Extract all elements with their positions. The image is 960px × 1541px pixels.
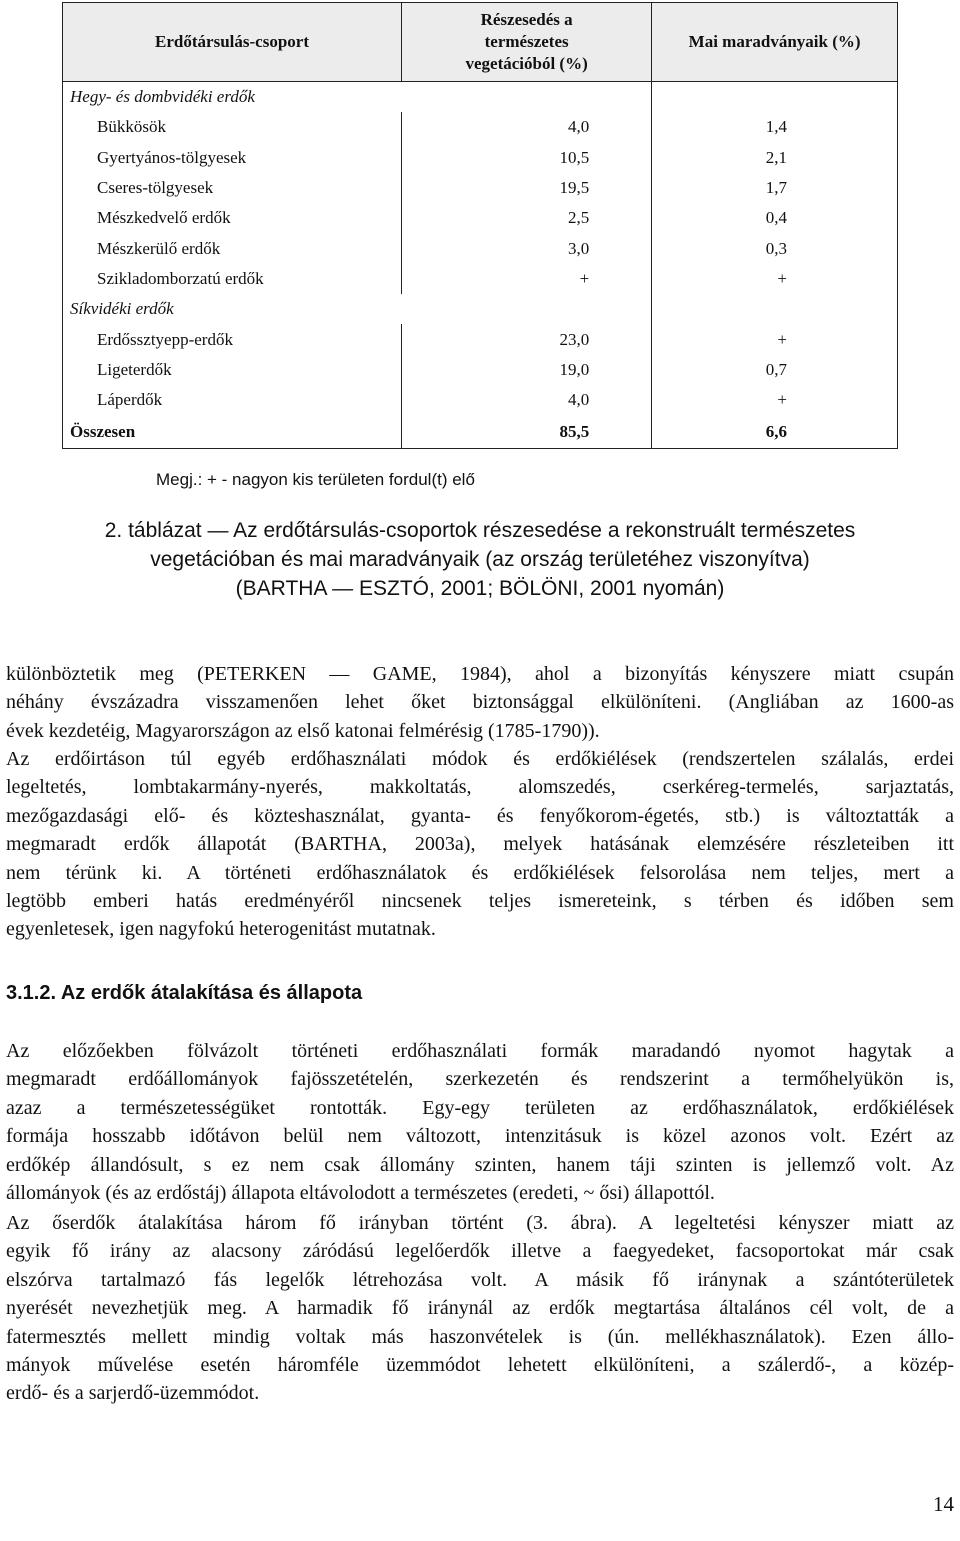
table-row [63,142,898,172]
table-row [63,173,898,203]
text-line: erdő- és a sarjerdő-üzemmódot. [6,1382,260,1405]
text-line: évek kezdetéig, Magyarországon az első katonai felmérésig (1785-1790)). [6,719,600,742]
cell-name: Láperdők [63,385,402,415]
table-row [63,234,898,264]
text-line: erdőkép állandósult, s ez nem csak állomány szinten, hanem táji szinten is jellemző volt. Az [6,1153,954,1176]
group-title: Síkvidéki erdők [63,294,652,324]
cell-share: 4,0 [402,385,652,415]
text-line: mányok művelése esetén háromféle üzemmódot lehetett elkülöníteni, a szálerdő-, a közép- [6,1354,954,1377]
text-line: Az erdőirtáson túl egyéb erdőhasználati módok és erdőkiélések (rendszertelen szálalás, erdei [6,748,954,770]
caption-line: 2. táblázat — Az erdőtársulás-csoportok részesedése a rekonstruált természetes [104,519,856,542]
text-line: formája hosszabb időtávon belül nem változott, intenzitásuk is közel azonos volt. Ezért az [6,1125,954,1148]
text-line: megmaradt erdők állapotát (BARTHA, 2003a), melyek hatásának elemzésére részleteiben itt [6,833,954,856]
text-line: legeltetés, lombtakarmány-nyerés, makkoltatás, alomszedés, cserkéreg-termelés, sarjaztatás, [6,776,954,799]
text-line: mezőgazdasági elő- és közteshasználat, gyanta- és fenyőkorom-égetés, stb.) is változtatták a [6,804,954,827]
cell-share: 2,5 [402,203,652,233]
text-line: Az előzőekben fölvázolt történeti erdőhasználati formák maradandó nyomot hagytak a [6,1040,954,1062]
table-row [63,112,898,142]
cell-remain: 0,3 [652,234,898,264]
caption-line: vegetációban és mai maradványaik (az ország területéhez viszonyítva) [150,548,810,571]
paragraph-3 [6,1037,954,1207]
header-share: Részesedés a természetes vegetációból (%) [402,3,652,82]
cell-share: 19,0 [402,355,652,385]
cell-name: Erdőssztyepp-erdők [63,324,402,354]
text-line: megmaradt erdőállományok fajösszetételén, szerkezetén és rendszerint a termőhelyükön is, [6,1068,954,1091]
paragraph-1 [6,660,954,745]
text-line: néhány évszázadra visszamenően lehet őket biztonsággal elkülöníteni. (Angliában az 1600-as [6,691,954,714]
text-line: állományok (és az erdőstáj) állapota eltávolodott a természetes (eredeti, ~ ősi) állapottól. [6,1182,715,1205]
text-line: nem térünk ki. A történeti erdőhasználatok és erdőkiélések felsorolása nem teljes, mert a [6,861,954,884]
text-line: legtöbb emberi hatás eredményéről nincsenek teljes ismereteink, s térben és időben sem [6,890,954,913]
cell-remain: 0,4 [652,203,898,233]
text-line: különböztetik meg (PETERKEN — GAME, 1984), ahol a bizonyítás kényszere miatt csupán [6,663,954,685]
text-line: egyik fő irány az alacsony záródású legelőerdők illetve a faegyedeket, facsoportokat már csak [6,1240,954,1263]
cell-remain: + [652,385,898,415]
paragraph-2 [6,745,954,944]
table-row [63,264,898,294]
cell-name: Szikladomborzatú erdők [63,264,402,294]
header-remain: Mai maradványaik (%) [652,3,898,82]
cell-name: Bükkösök [63,112,402,142]
text-line: Az őserdők átalakítása három fő irányban történt (3. ábra). A legeltetési kényszer miatt az [6,1212,954,1234]
cell-name: Mészkerülő erdők [63,234,402,264]
forest-table [62,2,898,449]
cell-name: Gyertyános-tölgyesek [63,142,402,172]
total-name: Összesen [63,416,402,449]
cell-name: Mészkedvelő erdők [63,203,402,233]
text-line: elszórva tartalmazó fás legelők létrehozása volt. A másik fő iránynak a szántóterületek [6,1268,954,1291]
table-row [63,203,898,233]
text-line: azaz a természetességüket rontották. Egy-egy területen az erdőhasználatok, erdőkiélések [6,1096,954,1119]
cell-remain: 0,7 [652,355,898,385]
cell-name: Ligeterdők [63,355,402,385]
table-header-row [63,3,898,82]
text-line: egyenletesek, igen nagyfokú heterogenitást mutatnak. [6,918,436,941]
caption-line: (BARTHA — ESZTÓ, 2001; BÖLÖNI, 2001 nyomán) [235,577,725,600]
group-blank-cell [652,294,898,324]
table-caption [60,516,900,603]
table-row [63,355,898,385]
total-row [63,416,898,449]
table-row [63,324,898,354]
cell-share: 10,5 [402,142,652,172]
group-row [63,294,898,324]
cell-remain: 2,1 [652,142,898,172]
cell-remain: + [652,324,898,354]
header-group: Erdőtársulás-csoport [63,3,402,82]
cell-share: 19,5 [402,173,652,203]
table-note: Megj.: + - nagyon kis területen fordul(t) elő [156,470,475,489]
cell-name: Cseres-tölgyesek [63,173,402,203]
text-line: nyerését nevezhetjük meg. A harmadik fő iránynál az erdők megtartása általános cél volt, de a [6,1297,954,1320]
cell-remain: 1,7 [652,173,898,203]
group-row [63,82,898,113]
cell-share: 3,0 [402,234,652,264]
cell-share: + [402,264,652,294]
section-heading: 3.1.2. Az erdők átalakítása és állapota [6,982,363,1004]
cell-remain: + [652,264,898,294]
page-number: 14 [933,1492,954,1516]
cell-remain: 1,4 [652,112,898,142]
group-blank-cell [652,82,898,113]
table-row [63,385,898,415]
cell-share: 23,0 [402,324,652,354]
cell-share: 4,0 [402,112,652,142]
paragraph-4 [6,1209,954,1408]
text-line: fatermesztés mellett mindig voltak más haszonvételek is (ún. mellékhasználatok). Ezen állo- [6,1325,954,1348]
group-title: Hegy- és dombvidéki erdők [63,82,652,113]
total-share: 85,5 [402,416,652,449]
total-remain: 6,6 [652,416,898,449]
